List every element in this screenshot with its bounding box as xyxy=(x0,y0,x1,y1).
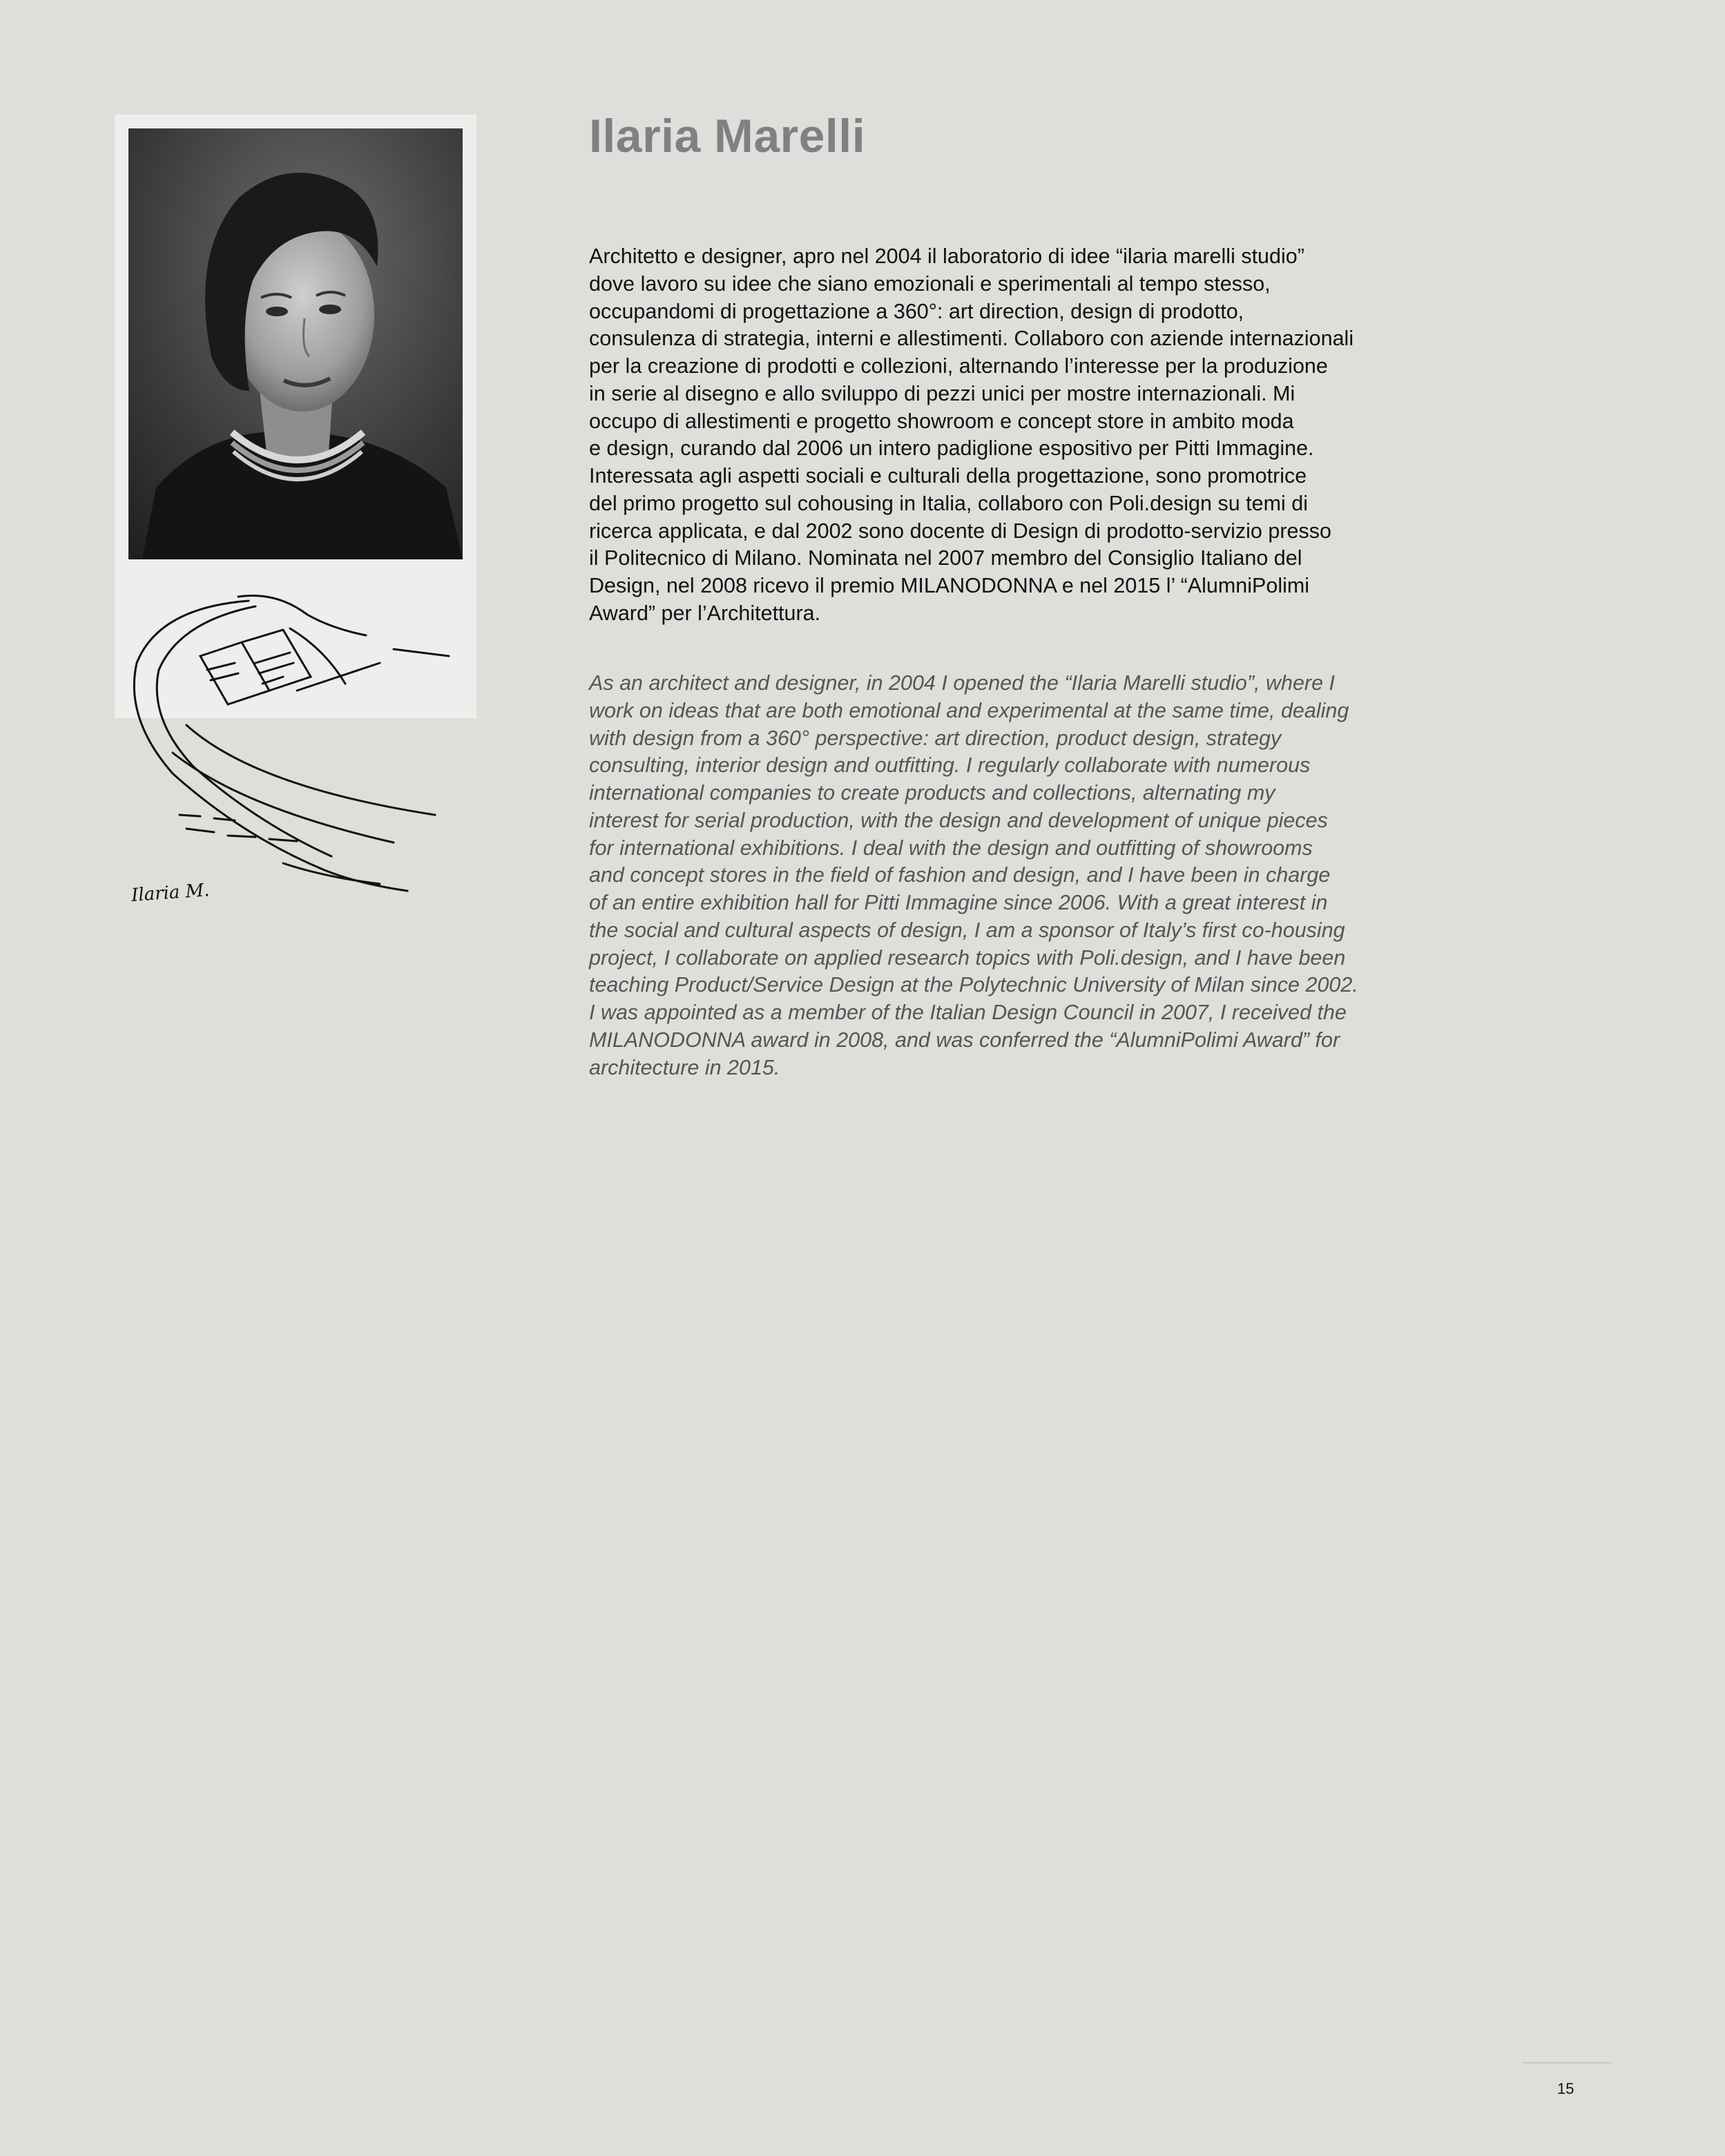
artist-signature: Ilaria M. xyxy=(131,880,211,906)
bio-english-line: As an architect and designer, in 2004 I opened the “Ilaria Marelli studio”, where I xyxy=(589,671,1335,695)
bio-italian-line: Architetto e designer, apro nel 2004 il laboratorio di idee “ilaria marelli studio” xyxy=(589,244,1304,268)
bio-english-line: architecture in 2015. xyxy=(589,1055,780,1079)
bio-english-line: interest for serial production, with the design and development of unique pieces xyxy=(589,808,1328,832)
bio-italian-line: in serie al disegno e allo sviluppo di pezzi unici per mostre internazionali. Mi xyxy=(589,381,1295,405)
bio-english-line: with design from a 360° perspective: art direction, product design, strategy xyxy=(589,726,1282,750)
bio-english-line: of an entire exhibition hall for Pitti Immagine since 2006. With a great interest in xyxy=(589,891,1328,914)
bio-italian-line: Award” per l’Architettura. xyxy=(589,601,821,625)
bio-italian-line: e design, curando dal 2006 un intero padiglione espositivo per Pitti Immagine. xyxy=(589,436,1314,461)
bio-english-line: and concept stores in the field of fashion and design, and I have been in charge xyxy=(589,863,1331,887)
bio-english xyxy=(589,670,1459,1081)
bio-english-line: for international exhibitions. I deal with the design and outfitting of showrooms xyxy=(589,836,1313,860)
page-number: 15 xyxy=(1557,2080,1574,2097)
bio-italian-line: Interessata agli aspetti sociali e culturali della progettazione, sono promotrice xyxy=(589,464,1307,488)
bio-italian-line: per la creazione di prodotti e collezioni, alternando l’interesse per la produzione xyxy=(589,354,1328,378)
bio-english-line: the social and cultural aspects of design, I am a sponsor of Italy’s first co-housing xyxy=(589,918,1345,942)
bio-italian-line: ricerca applicata, e dal 2002 sono docente di Design di prodotto-servizio presso xyxy=(589,519,1331,543)
bio-italian xyxy=(589,243,1459,628)
footer-divider xyxy=(1523,2062,1611,2063)
bio-english-line: work on ideas that are both emotional and experimental at the same time, dealing xyxy=(589,698,1349,722)
bio-italian-line: occupandomi di progettazione a 360°: art direction, design di prodotto, xyxy=(589,299,1244,323)
bio-italian-line: consulenza di strategia, interni e allestimenti. Collaboro con aziende internazionali xyxy=(589,327,1354,351)
bio-italian-line: del primo progetto sul cohousing in Italia, collaboro con Poli.design su temi di xyxy=(589,491,1308,515)
design-sketch xyxy=(117,587,476,912)
bio-english-line: I was appointed as a member of the Italian Design Council in 2007, I received the xyxy=(589,1001,1347,1024)
bio-italian-line: Design, nel 2008 ricevo il premio MILANODONNA e nel 2015 l’ “AlumniPolimi xyxy=(589,574,1310,597)
person-name: Ilaria Marelli xyxy=(589,110,866,162)
bio-english-line: teaching Product/Service Design at the Polytechnic University of Milan since 2002. xyxy=(589,973,1358,997)
bio-english-line: international companies to create products and collections, alternating my xyxy=(589,781,1275,805)
bio-italian-line: il Politecnico di Milano. Nominata nel 2007 membro del Consiglio Italiano del xyxy=(589,546,1302,570)
bio-english-line: project, I collaborate on applied research topics with Poli.design, and I have been xyxy=(589,945,1346,970)
bio-english-line: consulting, interior design and outfitting. I regularly collaborate with numerous xyxy=(589,753,1311,778)
bio-italian-line: dove lavoro su idee che siano emozionali e sperimentali al tempo stesso, xyxy=(589,271,1271,296)
bio-english-line: MILANODONNA award in 2008, and was conferred the “AlumniPolimi Award” for xyxy=(589,1028,1340,1052)
portrait-photo xyxy=(128,128,463,559)
bio-italian-line: occupo di allestimenti e progetto showroom e concept store in ambito moda xyxy=(589,409,1294,433)
